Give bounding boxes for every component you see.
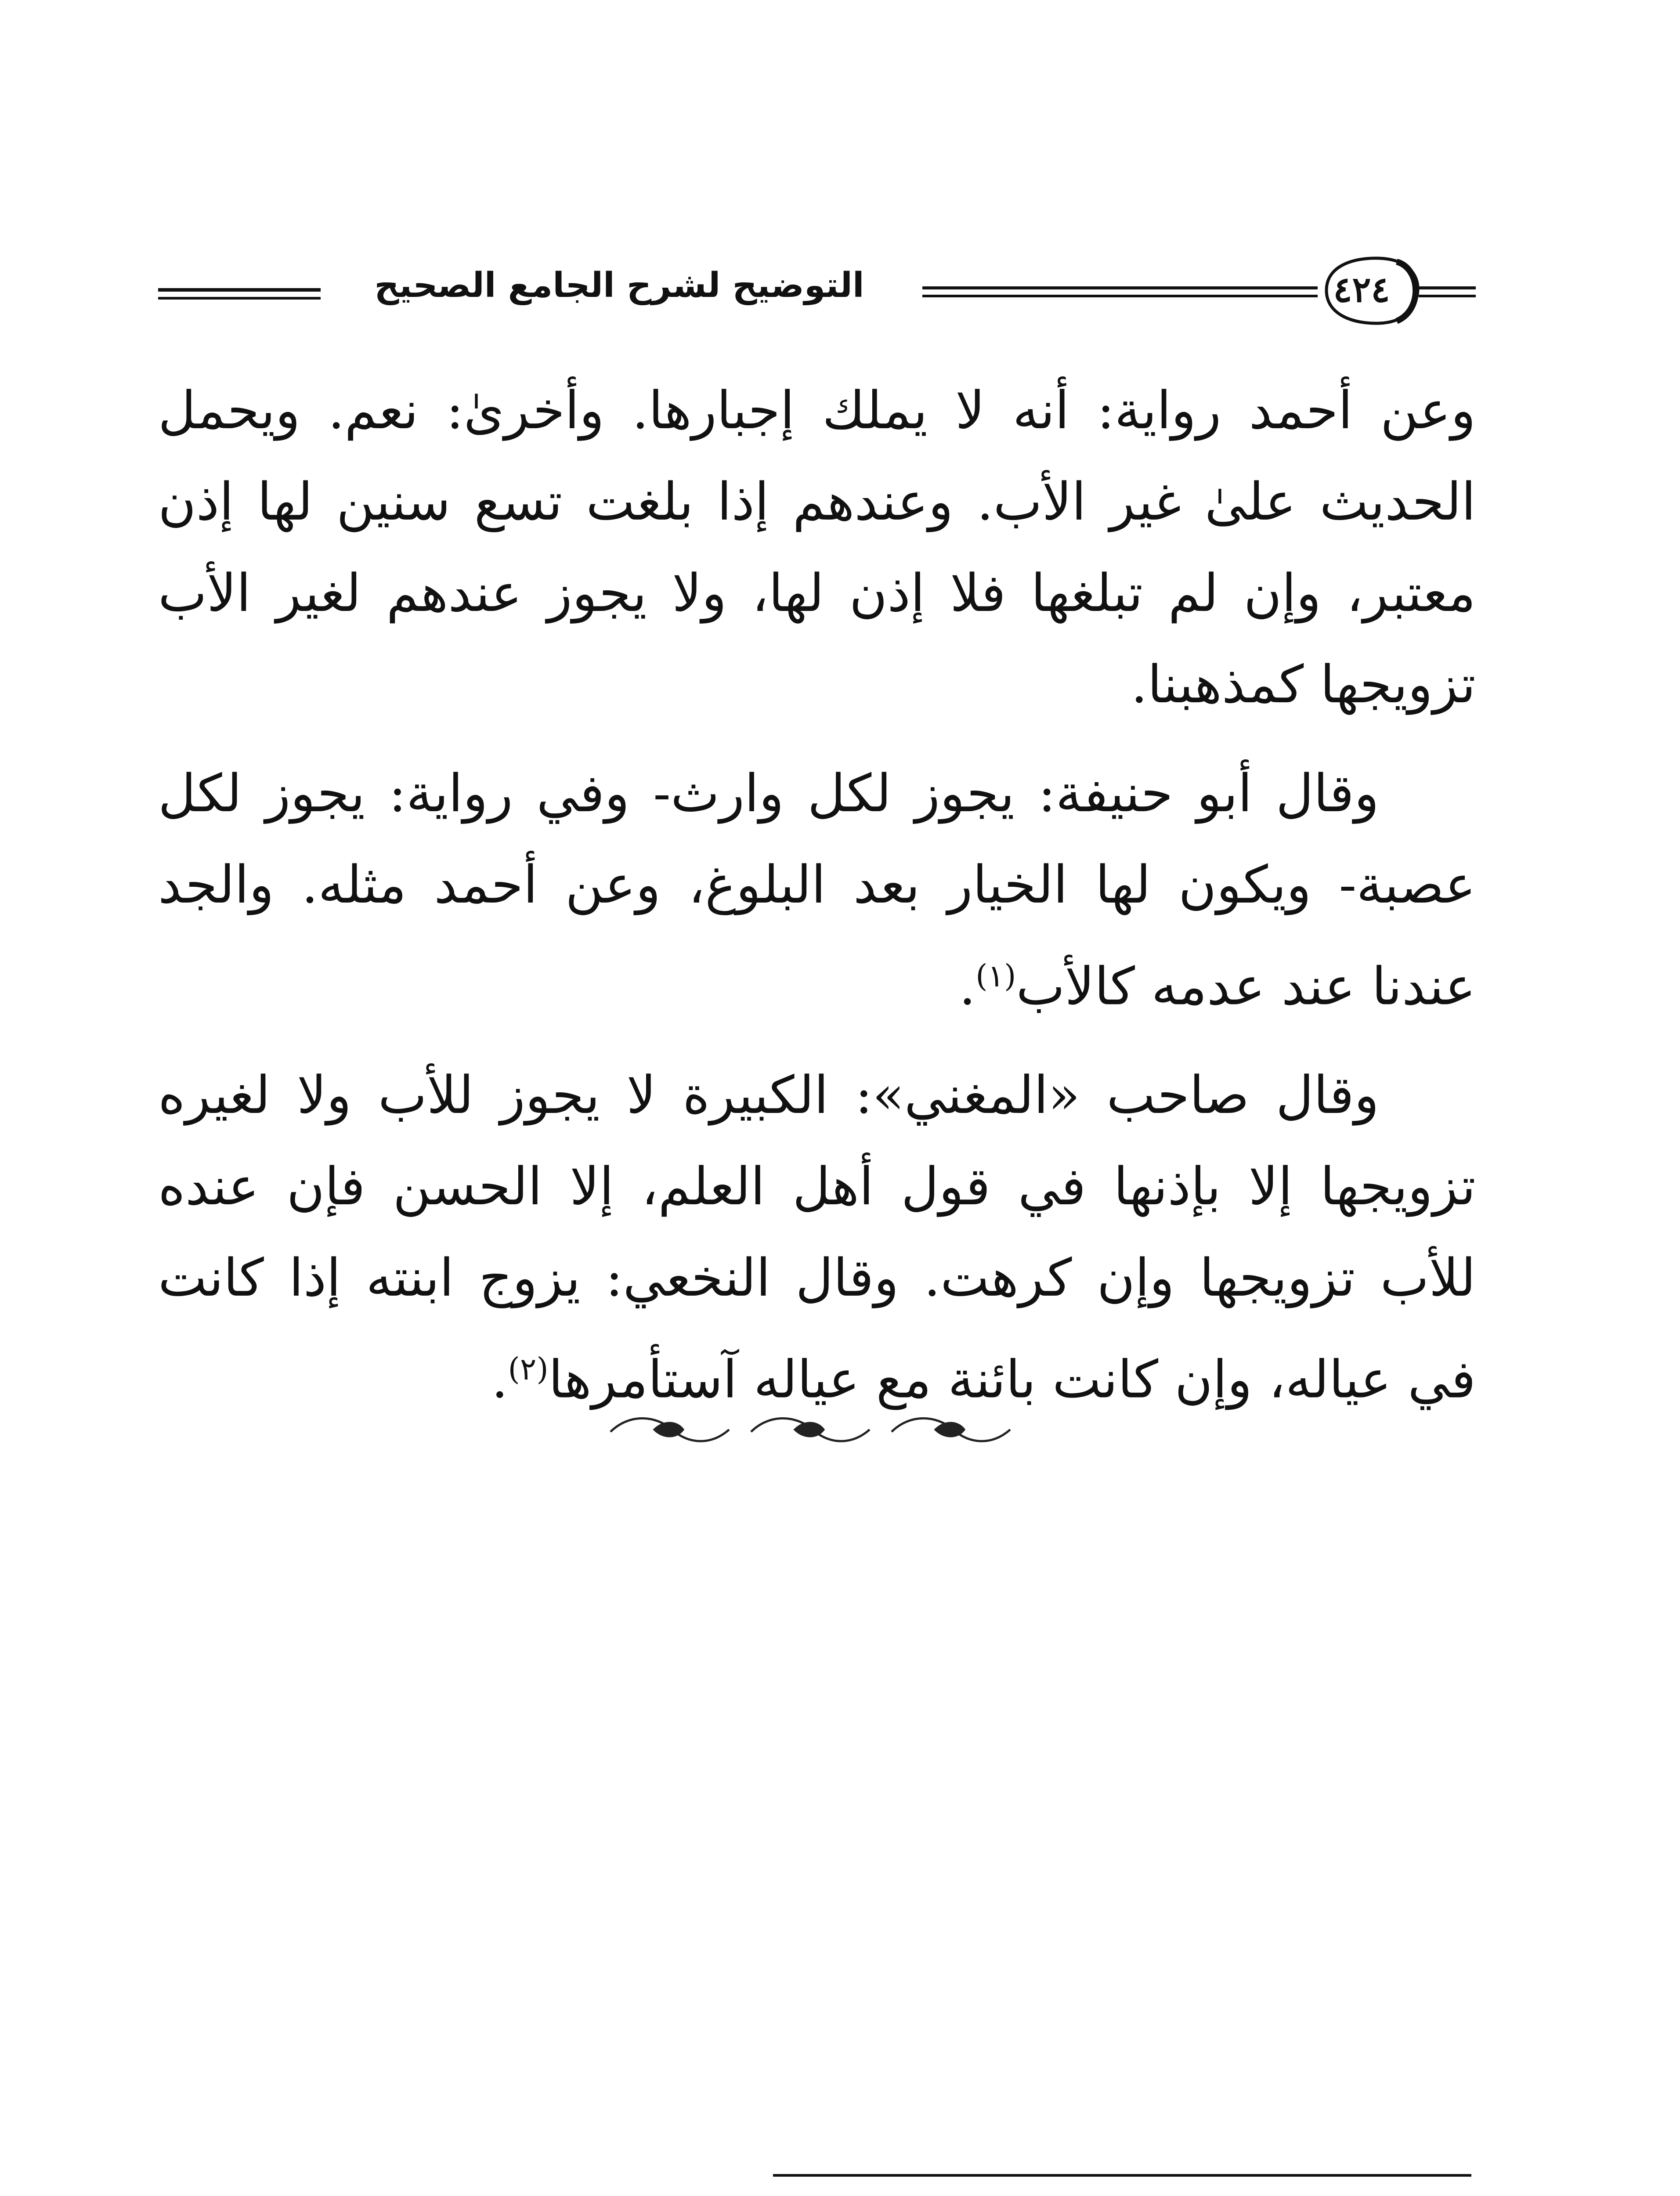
footnote-separator bbox=[773, 2174, 1471, 2177]
header-rule-middle bbox=[922, 286, 1318, 297]
page-header bbox=[158, 246, 1476, 334]
paragraph-1 bbox=[158, 365, 1476, 730]
main-text bbox=[158, 365, 1476, 1443]
page-number-badge bbox=[1313, 249, 1423, 332]
running-title: التوضيح لشرح الجامع الصحيح bbox=[374, 266, 864, 305]
paragraph-3-period: . bbox=[491, 1349, 508, 1410]
header-rule-left bbox=[158, 288, 321, 300]
paragraph-1-text: وعن أحمد رواية: أنه لا يملك إجبارها. وأخرىٰ: نعم. ويحمل الحديث علىٰ غير الأب. وعندهم إذا بلغت تسع سنين لها إذن معتبر، وإن لم تبلغها فلا إذن لها، ولا يجوز عندهم لغير الأب تزويجها كمذهبنا. bbox=[158, 380, 1476, 715]
header-rule-right bbox=[1419, 286, 1476, 297]
paragraph-3 bbox=[158, 1049, 1476, 1425]
page-number: ٤٢٤ bbox=[1333, 269, 1390, 310]
section-ornament bbox=[602, 1405, 1023, 1454]
paragraph-2 bbox=[158, 748, 1476, 1032]
footnote-ref-2[interactable]: (٢) bbox=[508, 1351, 549, 1387]
paragraph-2-period: . bbox=[959, 956, 976, 1017]
footnote-ref-1[interactable]: (١) bbox=[975, 958, 1016, 994]
flourish-ornament-icon bbox=[602, 1405, 1023, 1454]
paragraph-2-text: وقال أبو حنيفة: يجوز لكل وارث- وفي رواية: يجوز لكل عصبة- ويكون لها الخيار بعد البلوغ، وعن أحمد مثله. والجد عندنا عند عدمه كالأب bbox=[158, 763, 1476, 1017]
paragraph-3-text: وقال صاحب «المغني»: الكبيرة لا يجوز للأب ولا لغيره تزويجها إلا بإذنها في قول أهل العلم، إلا الحسن فإن عنده للأب تزويجها وإن كرهت. وقال النخعي: يزوج ابنته إذا كانت في عياله، وإن كانت بائنة مع عياله آستأمرها bbox=[158, 1065, 1476, 1410]
